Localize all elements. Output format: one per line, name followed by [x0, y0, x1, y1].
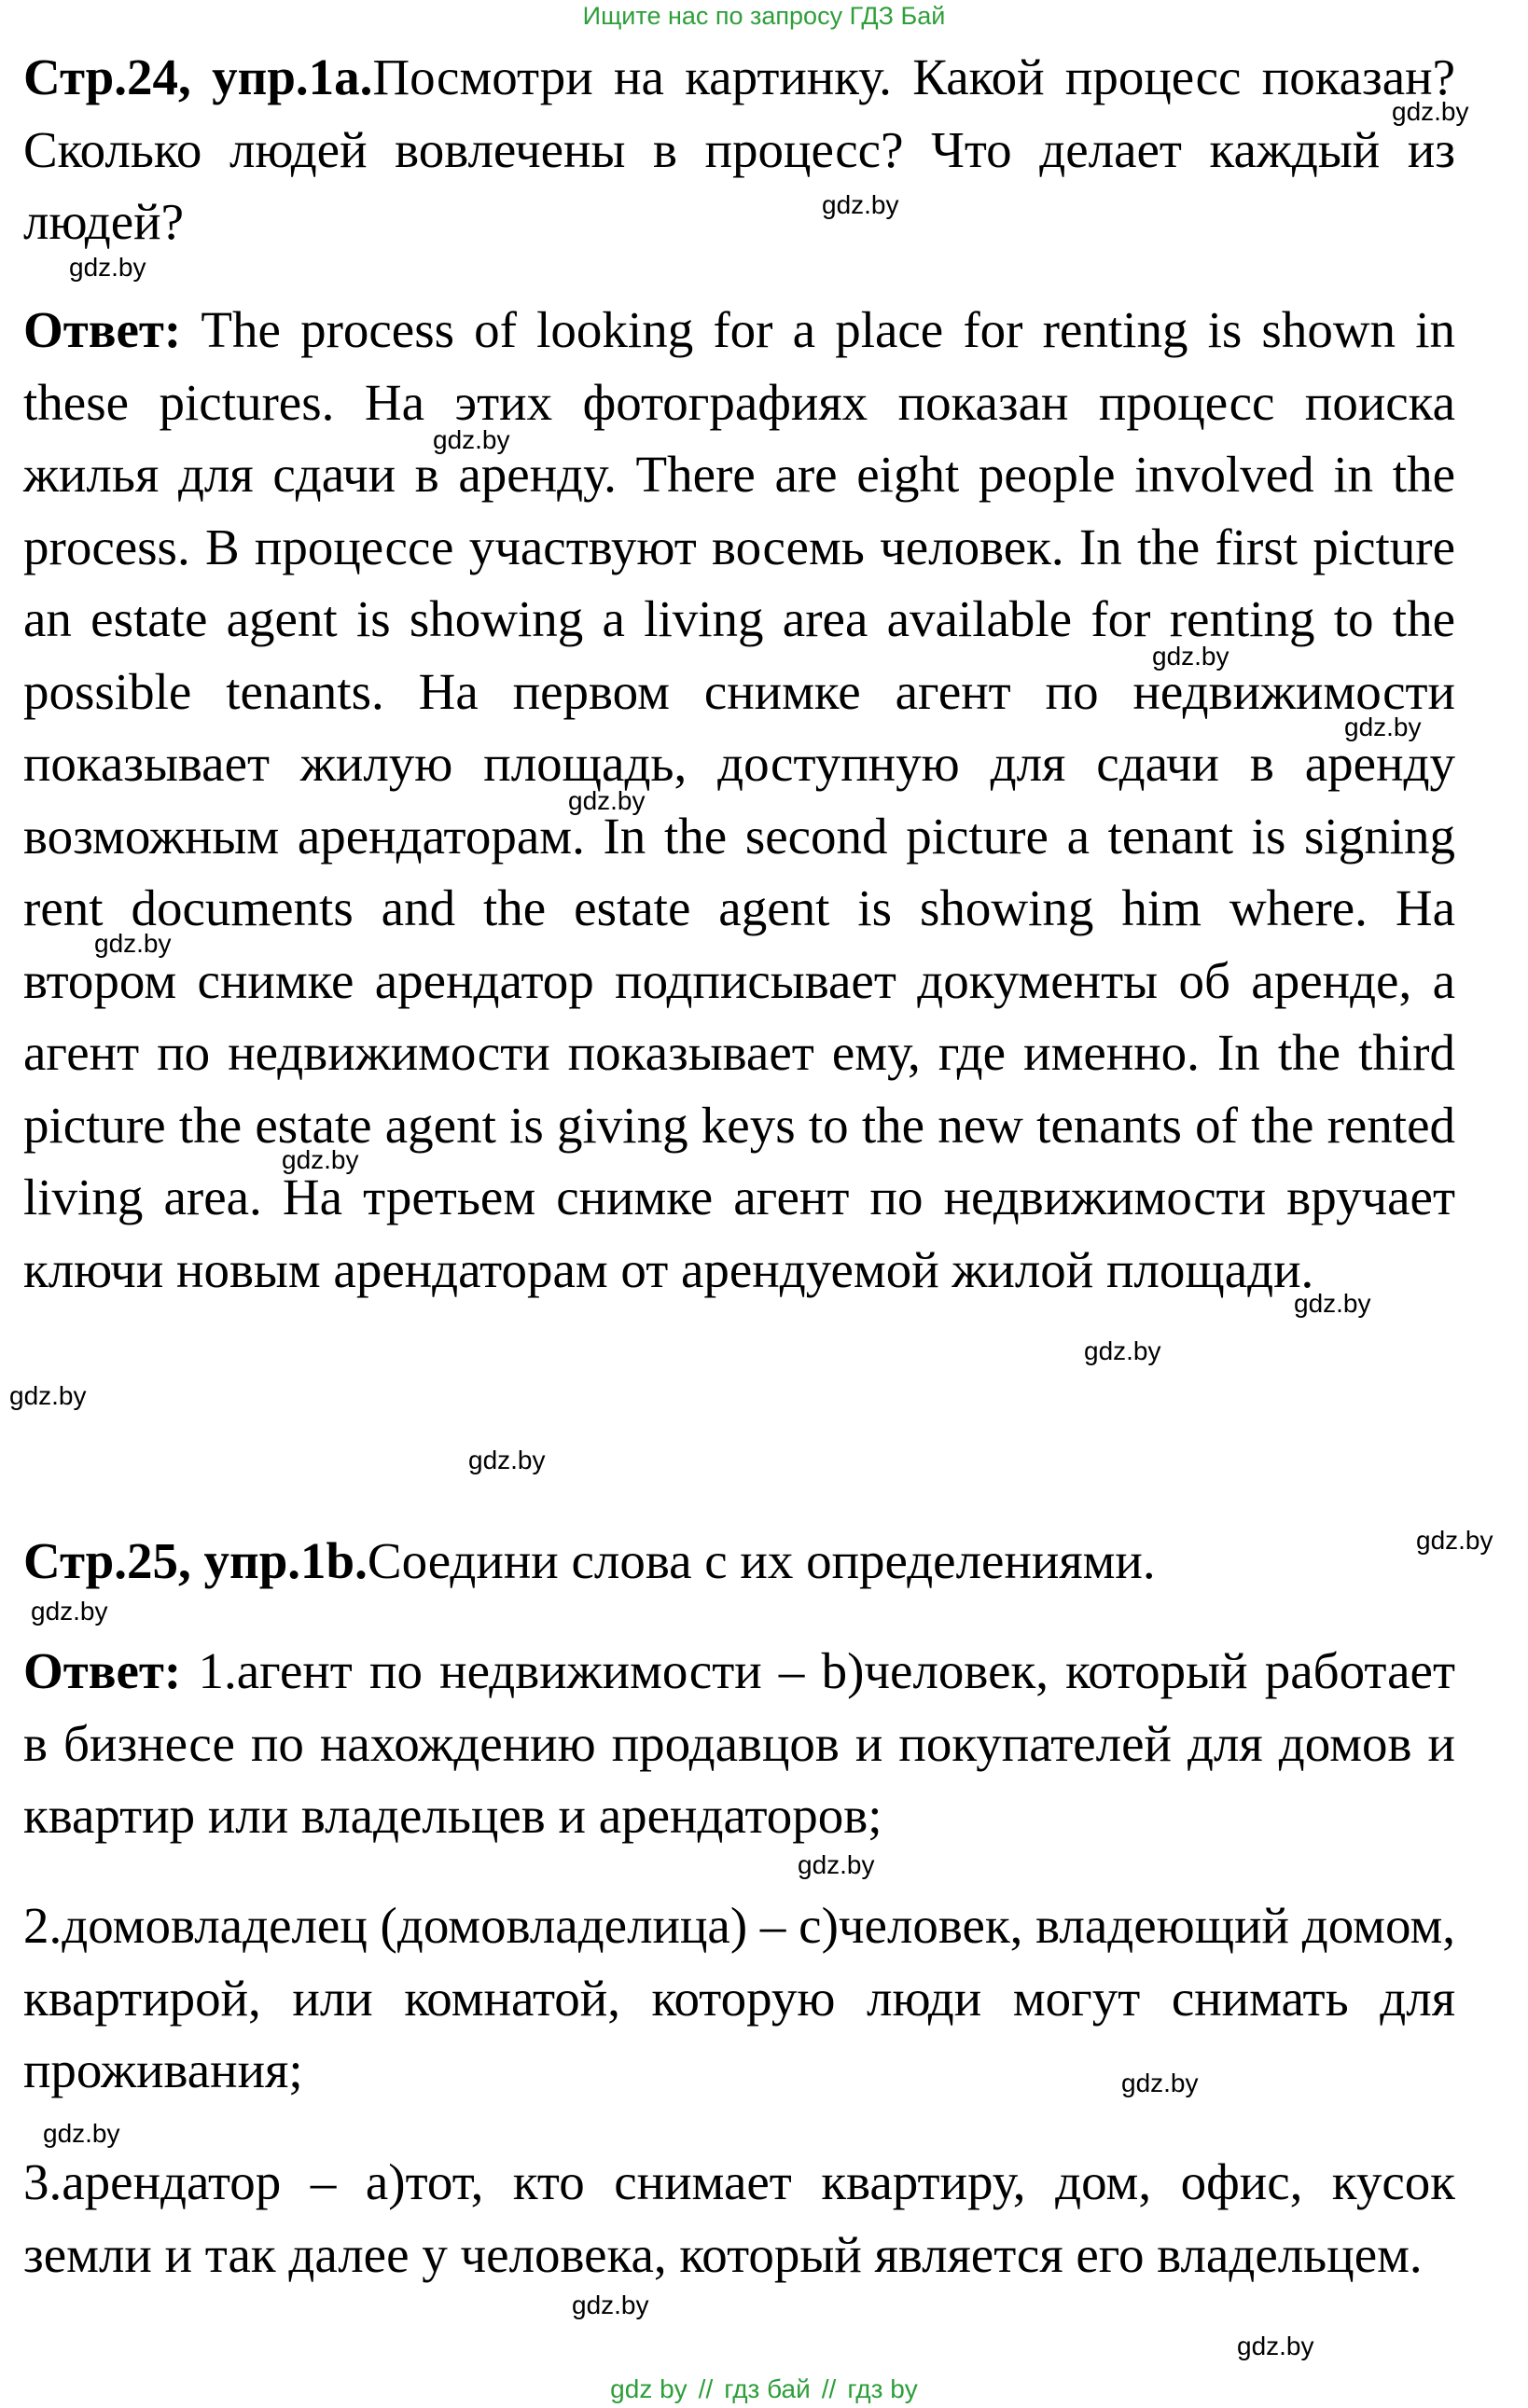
exercise-1b-question-text: Соедини слова с их определениями. — [367, 1532, 1156, 1589]
exercise-1b-answer-item-1 — [23, 1635, 1455, 1852]
exercise-1a-answer-label: Ответ: — [23, 301, 182, 358]
exercise-1a-answer-text: The process of looking for a place for renting is shown in these pictures. На этих фотографиях показан процесс поиска жилья для сдачи в аренду. There are eight people involved in the process. В процессе участвуют восемь человек. In the first picture an estate agent is showing a living area available for renting to the possible tenants. На первом снимке агент по недвижимости показывает жилую площадь, доступную для сдачи в аренду возможным арендаторам. In the second picture a tenant is signing rent documents and the estate agent is showing him where. На втором снимке арендатор подписывает документы об аренде, а агент по недвижимости показывает ему, где именно. In the third picture the estate agent is giving keys to the new tenants of the rented living area. На третьем снимке агент по недвижимости вручает ключи новым арендаторам от арендуемой жилой площади. — [23, 301, 1455, 1298]
footer-link-gdz-by-cyr[interactable]: гдз by — [847, 2374, 918, 2403]
footer-separator: // — [821, 2374, 837, 2403]
exercise-1a-label: Стр.24, упр.1a. — [23, 48, 373, 105]
exercise-1a-question-text: Посмотри на картинку. Какой процесс показан? Сколько людей вовлечены в процесс? Что делает каждый из людей? — [23, 48, 1455, 250]
watermark: gdz.by — [1084, 1336, 1161, 1365]
watermark: gdz.by — [94, 929, 172, 958]
footer-link-gdz-by[interactable]: gdz by — [610, 2374, 688, 2403]
watermark: gdz.by — [9, 1381, 87, 1410]
exercise-1a-answer — [23, 294, 1455, 1306]
exercise-1b-question — [23, 1525, 1455, 1598]
watermark: gdz.by — [572, 2290, 649, 2319]
exercise-1b-answer-item-3: 3.арендатор – a)тот, кто снимает квартиру, дом, офис, кусок земли и так далее у человека, который является его владельцем. — [23, 2153, 1455, 2283]
exercise-1a-question — [23, 41, 1455, 258]
watermark: gdz.by — [822, 190, 899, 219]
watermark: gdz.by — [69, 253, 146, 282]
exercise-1b-label: Стр.25, упр.1b. — [23, 1532, 368, 1589]
exercise-1b-answer-item-2: 2.домовладелец (домовладелица) – c)человек, владеющий домом, квартирой, или комнатой, которую люди могут снимать для проживания; — [23, 1897, 1455, 2098]
exercise-1b-answer-item-1-text: 1.агент по недвижимости – b)человек, который работает в бизнесе по нахождению продавцов и покупателей для домов и квартир или владельцев и арендаторов; — [23, 1642, 1455, 1844]
watermark: gdz.by — [433, 425, 510, 454]
watermark: gdz.by — [31, 1597, 108, 1626]
watermark: gdz.by — [1344, 713, 1422, 741]
watermark: gdz.by — [798, 1850, 875, 1879]
watermark: gdz.by — [1237, 2332, 1314, 2360]
watermark: gdz.by — [1294, 1289, 1371, 1318]
watermark: gdz.by — [1152, 642, 1229, 671]
watermark: gdz.by — [468, 1446, 546, 1474]
watermark: gdz.by — [43, 2119, 120, 2148]
footer-links — [0, 2373, 1528, 2405]
watermark: gdz.by — [1121, 2069, 1199, 2097]
watermark: gdz.by — [1392, 97, 1469, 126]
search-hint-link[interactable]: Ищите нас по запросу ГДЗ Бай — [582, 2, 946, 30]
watermark: gdz.by — [568, 786, 646, 815]
footer-link-gdz-bai[interactable]: гдз бай — [724, 2374, 811, 2403]
watermark: gdz.by — [1416, 1526, 1493, 1555]
exercise-1b-answer-label: Ответ: — [23, 1642, 182, 1699]
watermark: gdz.by — [282, 1145, 359, 1174]
footer-separator: // — [698, 2374, 714, 2403]
